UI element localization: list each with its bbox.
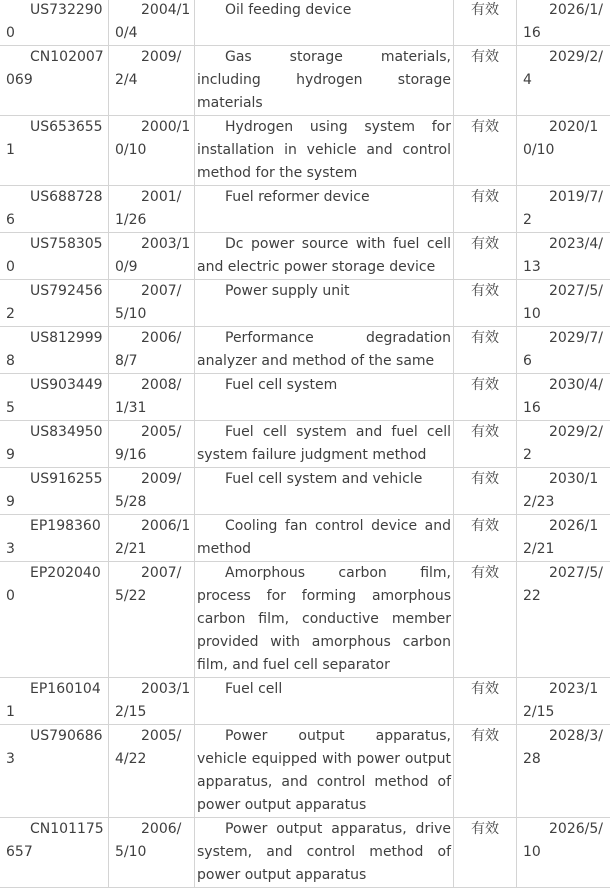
application-date-cell: 2007/5/22 [109, 562, 195, 677]
table-row [0, 678, 610, 725]
status-cell: 有效 [454, 818, 517, 887]
table-row [0, 515, 610, 562]
expiry-date-cell: 2023/4/13 [523, 236, 603, 275]
patent-title-cell: Amorphous carbon film, process for forming amorphous carbon film, conductive member provided with amorphous carbon film, and fuel cell separator [195, 562, 454, 677]
patent-title-cell: Power output apparatus, vehicle equipped with power output apparatus, and control method of power output apparatus [195, 725, 454, 817]
patent-number-cell: US7322900 [0, 0, 109, 45]
patent-title-cell: Fuel cell system [195, 374, 454, 420]
application-date-cell: 2005/4/22 [109, 725, 195, 817]
table-row [0, 421, 610, 468]
patent-number-cell: EP2020400 [0, 562, 109, 677]
patent-number-cell: EP1983603 [0, 515, 109, 561]
patent-title-cell: Fuel cell system and fuel cell system failure judgment method [195, 421, 454, 467]
status-cell: 有效 [454, 678, 517, 724]
patent-title-cell: Hydrogen using system for installation in vehicle and control method for the system [195, 116, 454, 185]
expiry-date-cell: 2023/12/15 [523, 681, 599, 720]
table-row [0, 818, 610, 888]
application-date-cell: 2003/10/9 [109, 233, 195, 279]
application-date-cell: 2006/8/7 [109, 327, 195, 373]
patent-title-cell: Oil feeding device [195, 0, 454, 45]
expiry-date-cell: 2026/12/21 [523, 518, 599, 557]
patent-number-cell: US8349509 [0, 421, 109, 467]
status-cell: 有效 [454, 327, 517, 373]
expiry-date-cell: 2027/5/10 [523, 283, 603, 322]
status-cell: 有效 [454, 46, 517, 115]
expiry-date-cell: 2026/1/16 [523, 2, 603, 41]
status-cell: 有效 [454, 421, 517, 467]
patent-title-cell: Power output apparatus, drive system, and control method of power output apparatus [195, 818, 454, 887]
status-cell: 有效 [454, 468, 517, 514]
table-row [0, 374, 610, 421]
patent-title-cell: Dc power source with fuel cell and electric power storage device [195, 233, 454, 279]
table-row [0, 468, 610, 515]
application-date-cell: 2003/12/15 [109, 678, 195, 724]
patent-number-cell: US8129998 [0, 327, 109, 373]
patent-title-cell: Fuel reformer device [195, 186, 454, 232]
status-cell: 有效 [454, 116, 517, 185]
status-cell: 有效 [454, 280, 517, 326]
patent-number-cell: US6536551 [0, 116, 109, 185]
patent-number-cell: US9162559 [0, 468, 109, 514]
table-row [0, 46, 610, 116]
status-cell: 有效 [454, 186, 517, 232]
expiry-date-cell: 2030/12/23 [523, 471, 599, 510]
expiry-date-cell: 2029/2/2 [523, 424, 603, 463]
application-date-cell: 2009/2/4 [109, 46, 195, 115]
expiry-date-cell: 2019/7/2 [523, 189, 603, 228]
expiry-date-cell: 2029/2/4 [523, 49, 603, 88]
patent-title-cell: Cooling fan control device and method [195, 515, 454, 561]
status-cell: 有效 [454, 374, 517, 420]
patent-title-cell: Power supply unit [195, 280, 454, 326]
application-date-cell: 2004/10/4 [109, 0, 195, 45]
table-row [0, 327, 610, 374]
application-date-cell: 2008/1/31 [109, 374, 195, 420]
patent-number-cell: CN101175657 [0, 818, 109, 887]
status-cell: 有效 [454, 515, 517, 561]
expiry-date-cell: 2027/5/22 [523, 565, 603, 604]
table-row [0, 0, 610, 46]
table-row [0, 233, 610, 280]
table-row [0, 280, 610, 327]
table-row [0, 186, 610, 233]
application-date-cell: 2009/5/28 [109, 468, 195, 514]
patent-number-cell: US6887286 [0, 186, 109, 232]
patent-number-cell: US7906863 [0, 725, 109, 817]
status-cell: 有效 [454, 725, 517, 817]
patent-title-cell: Gas storage materials, including hydrogen storage materials [195, 46, 454, 115]
application-date-cell: 2006/5/10 [109, 818, 195, 887]
expiry-date-cell: 2028/3/28 [523, 728, 603, 767]
application-date-cell: 2001/1/26 [109, 186, 195, 232]
status-cell: 有效 [454, 562, 517, 677]
application-date-cell: 2006/12/21 [109, 515, 195, 561]
patent-title-cell: Fuel cell system and vehicle [195, 468, 454, 514]
application-date-cell: 2000/10/10 [109, 116, 195, 185]
patent-number-cell: US7583050 [0, 233, 109, 279]
patent-title-cell: Fuel cell [195, 678, 454, 724]
patent-title-cell: Performance degradation analyzer and method of the same [195, 327, 454, 373]
patent-number-cell: EP1601041 [0, 678, 109, 724]
patent-number-cell: US7924562 [0, 280, 109, 326]
expiry-date-cell: 2020/10/10 [523, 119, 599, 158]
patent-number-cell: CN102007069 [0, 46, 109, 115]
table-row [0, 116, 610, 186]
expiry-date-cell: 2026/5/10 [523, 821, 603, 860]
application-date-cell: 2005/9/16 [109, 421, 195, 467]
patent-number-cell: US9034495 [0, 374, 109, 420]
expiry-date-cell: 2029/7/6 [523, 330, 603, 369]
table-row [0, 725, 610, 818]
expiry-date-cell: 2030/4/16 [523, 377, 603, 416]
application-date-cell: 2007/5/10 [109, 280, 195, 326]
table-row [0, 562, 610, 678]
status-cell: 有效 [454, 233, 517, 279]
status-cell: 有效 [454, 0, 517, 45]
